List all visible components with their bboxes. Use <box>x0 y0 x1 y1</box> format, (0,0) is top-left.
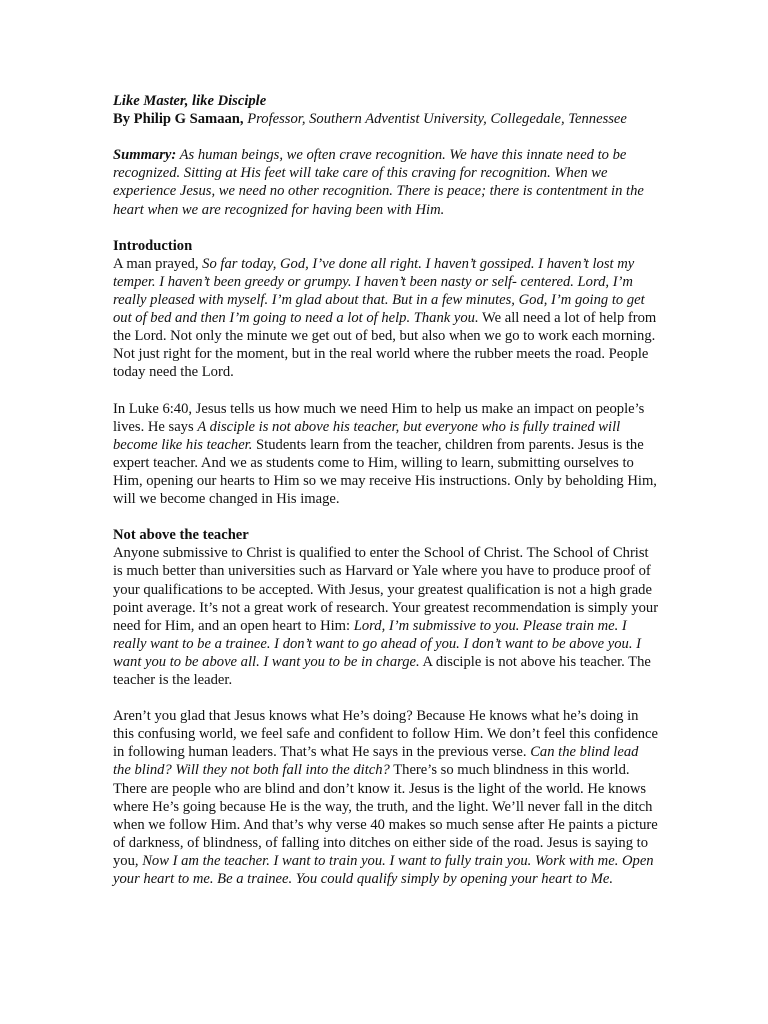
paragraph <box>113 400 659 509</box>
paragraph <box>113 255 659 382</box>
summary-label: Summary: <box>113 147 177 164</box>
byline <box>113 110 659 128</box>
section-heading: Introduction <box>113 237 193 254</box>
section-introduction <box>113 237 659 508</box>
paragraph <box>113 544 659 689</box>
italic-quote: A disciple is not above his teacher, but everyone who is fully trained will become like his teacher. <box>113 418 621 453</box>
text-run: Aren’t you glad that Jesus knows what He’s doing? Because He knows what he’s doing in this confusing world, we feel safe and confident to follow Him. We don’t feel this confidence in following human leaders. That’s what He says in the previous verse. <box>113 708 658 761</box>
text-run: We all need a lot of help from the Lord. Not only the minute we get out of bed, but also when we go to work each morning. Not just right for the moment, but in the real world where the rubber meets the road. People today need the Lord. <box>113 310 657 381</box>
document-page <box>113 92 659 906</box>
summary-text: As human beings, we often crave recognition. We have this innate need to be recognized. Sitting at His feet will take care of this craving for recognition. When we experience Jesus, we need no other recognition. There is peace; there is contentment in the heart when we are recognized for having been with Him. <box>113 147 644 218</box>
italic-quote: Can the blind lead the blind? Will they not both fall into the ditch? <box>113 744 639 779</box>
text-run: A disciple is not above his teacher. The teacher is the leader. <box>113 653 651 688</box>
italic-quote: Lord, I’m submissive to you. Please train me. I really want to be a trainee. I don’t want to go ahead of you. I don’t want to be above you. I want you to be above all. I want you to be in charge. <box>113 617 641 670</box>
document-title: Like Master, like Disciple <box>113 93 267 109</box>
italic-quote: Now I am the teacher. I want to train you. I want to fully train you. Work with me. Open your heart to me. Be a trainee. You could qualify simply by opening your heart to Me. <box>113 852 654 888</box>
italic-quote: So far today, God, I’ve done all right. I haven’t gossiped. I haven’t lost my temper. I haven’t been greedy or grumpy. I haven’t been nasty or self- centered. Lord, I’m really pleased with myself. I’m glad about that. But in a few minutes, God, I’m going to get out of bed and then I’m going to need a lot of help. Thank you. <box>113 255 645 327</box>
byline-author: By Philip G Samaan, <box>113 111 244 128</box>
summary <box>113 146 659 218</box>
text-run: Students learn from the teacher, children from parents. Jesus is the expert teacher. And we as students come to Him, willing to learn, submitting ourselves to Him, opening our hearts to Him so we may receive His instructions. Only by beholding Him, will we become changed in His image. <box>113 436 657 508</box>
text-run: Anyone submissive to Christ is qualified to enter the School of Christ. The School of Christ is much better than universities such as Harvard or Yale where you have to produce proof of your qualifications to be accepted. With Jesus, your greatest qualification is not a high grade point average. It’s not a great work of research. Your greatest recommendation is simply your need for Him, and an open heart to Him: <box>113 545 659 634</box>
title-block <box>113 92 659 128</box>
paragraph <box>113 707 659 888</box>
section-heading: Not above the teacher <box>113 527 249 544</box>
text-run: In Luke 6:40, Jesus tells us how much we need Him to help us make an impact on people’s lives. He says <box>113 400 645 435</box>
byline-affiliation: Professor, Southern Adventist University, Collegedale, Tennessee <box>243 111 627 128</box>
text-run: A man prayed, <box>113 255 203 272</box>
text-run: There’s so much blindness in this world. There are people who are blind and don’t know it. Jesus is the light of the world. He knows where He’s going because He is the way, the truth, and the light. We’ll never fall in the ditch when we follow Him. And that’s why verse 40 makes so much sense after He paints a picture of darkness, of blindness, of falling into ditches on either side of the road. Jesus is saying to you, <box>113 762 658 869</box>
section-not-above-teacher <box>113 526 659 888</box>
